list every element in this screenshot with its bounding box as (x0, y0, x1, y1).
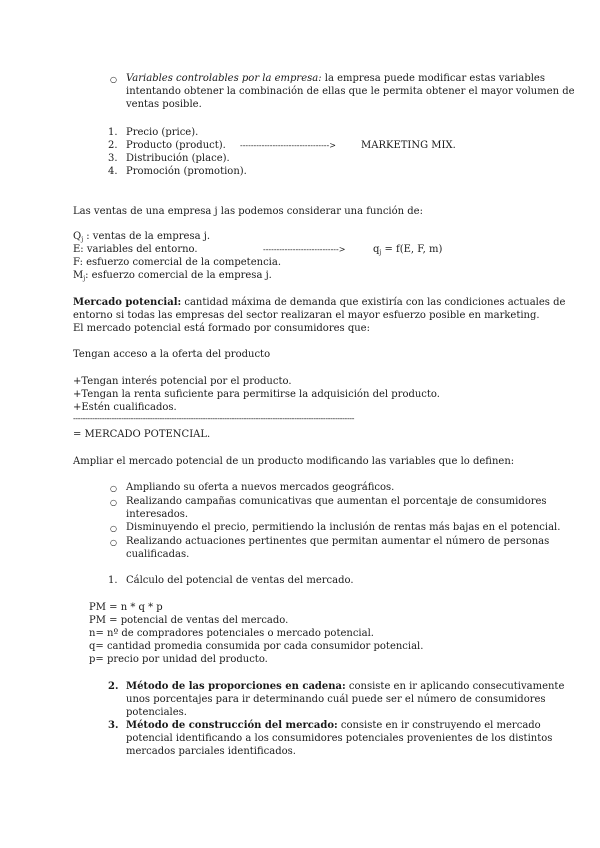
subscript: j (81, 236, 84, 243)
list-item-cont: potenciales. (126, 707, 187, 718)
text: cantidad máxima de demanda que existiría con las condiciones actuales de (181, 297, 566, 308)
text: consiste en ir construyendo el mercado (337, 720, 541, 731)
formula: PM = n * q * p (89, 602, 163, 613)
bullet-item: Realizando actuaciones pertinentes que permitan aumentar el número de personas (126, 536, 550, 547)
bullet-icon: ○ (110, 75, 117, 84)
definition-f: F: esfuerzo comercial de la competencia. (73, 257, 282, 268)
list-item: Promoción (promotion). (126, 166, 247, 177)
text: la empresa puede modificar estas variables (321, 73, 545, 84)
bullet-item: Ampliando su oferta a nuevos mercados geográficos. (126, 482, 395, 493)
list-item: Precio (price). (126, 127, 199, 138)
list-item-cont: mercados parciales identificados. (126, 746, 296, 757)
definition-q (73, 230, 210, 243)
text: : esfuerzo comercial de la empresa j. (85, 270, 272, 281)
symbol: M (73, 270, 84, 281)
definition: PM = potencial de ventas del mercado. (89, 615, 289, 626)
paragraph-line: ventas posible. (126, 99, 202, 110)
definition: p= precio por unidad del producto. (89, 654, 268, 665)
paragraph-line: +Tengan interés potencial por el producto. (73, 376, 292, 387)
term-label: Método de las proporciones en cadena: (126, 681, 346, 692)
paragraph-line: +Estén cualificados. (73, 402, 177, 413)
formula (373, 243, 442, 256)
paragraph-line (126, 72, 545, 85)
list-item: Cálculo del potencial de ventas del mercado. (126, 575, 354, 586)
bullet-item: Disminuyendo el precio, permitiendo la inclusión de rentas más bajas en el potencial. (126, 522, 561, 533)
text: consiste en ir aplicando consecutivamente (345, 681, 565, 692)
list-item-cont: unos porcentajes para ir determinando cuál puede ser el número de consumidores (126, 694, 546, 705)
bullet-icon: ○ (110, 524, 117, 533)
text: : ventas de la empresa j. (83, 231, 210, 242)
text: = f(E, F, m) (381, 244, 443, 255)
subscript: j (83, 275, 86, 282)
list-number: 3. (108, 153, 118, 164)
definition: n= nº de compradores potenciales o mercado potencial. (89, 628, 374, 639)
definition-e: E: variables del entorno. (73, 244, 198, 255)
arrow: ---------------------------------> (240, 141, 336, 150)
list-item: Distribución (place). (126, 153, 230, 164)
paragraph-line: Las ventas de una empresa j las podemos considerar una función de: (73, 206, 423, 217)
term-label: Variables controlables por la empresa: (126, 73, 322, 84)
paragraph-line: intentando obtener la combinación de ellas que le permita obtener el mayor volumen de (126, 86, 575, 97)
list-number: 1. (108, 127, 118, 138)
symbol: Q (73, 231, 82, 242)
bullet-item-cont: interesados. (126, 509, 189, 520)
definition: q= cantidad promedia consumida por cada consumidor potencial. (89, 641, 424, 652)
divider: --------------------------------------------------------------------------------------------------------------------- (73, 414, 355, 423)
list-item (126, 719, 541, 732)
subscript: j (379, 249, 382, 256)
list-number: 4. (108, 166, 118, 177)
bullet-item-cont: cualificadas. (126, 549, 190, 560)
list-item-cont: potencial identificando a los consumidores potenciales provenientes de los distintos (126, 733, 553, 744)
paragraph-line: +Tengan la renta suficiente para permitirse la adquisición del producto. (73, 389, 440, 400)
paragraph-line (73, 296, 565, 309)
bullet-item: Realizando campañas comunicativas que aumentan el porcentaje de consumidores (126, 496, 547, 507)
paragraph-line: entorno si todas las empresas del sector realizaran el mayor esfuerzo posible en marketing. (73, 310, 540, 321)
list-item: Producto (product). (126, 140, 226, 151)
bullet-icon: ○ (110, 498, 117, 507)
list-number: 2. (108, 681, 119, 692)
list-item (126, 680, 564, 693)
bullet-icon: ○ (110, 538, 117, 547)
paragraph-line: = MERCADO POTENCIAL. (73, 429, 211, 440)
list-number: 1. (108, 575, 118, 586)
paragraph-line: Ampliar el mercado potencial de un producto modificando las variables que lo definen: (73, 456, 515, 467)
list-number: 3. (108, 720, 119, 731)
bullet-icon: ○ (110, 484, 117, 493)
marketing-mix-label: MARKETING MIX. (361, 140, 456, 151)
definition-m (73, 269, 272, 282)
paragraph-line: El mercado potencial está formado por consumidores que: (73, 323, 370, 334)
list-number: 2. (108, 140, 118, 151)
term-label: Mercado potencial: (73, 297, 182, 308)
symbol: q (373, 244, 380, 255)
arrow: ----------------------------> (263, 245, 346, 254)
term-label: Método de construcción del mercado: (126, 720, 338, 731)
paragraph-line: Tengan acceso a la oferta del producto (73, 349, 271, 360)
